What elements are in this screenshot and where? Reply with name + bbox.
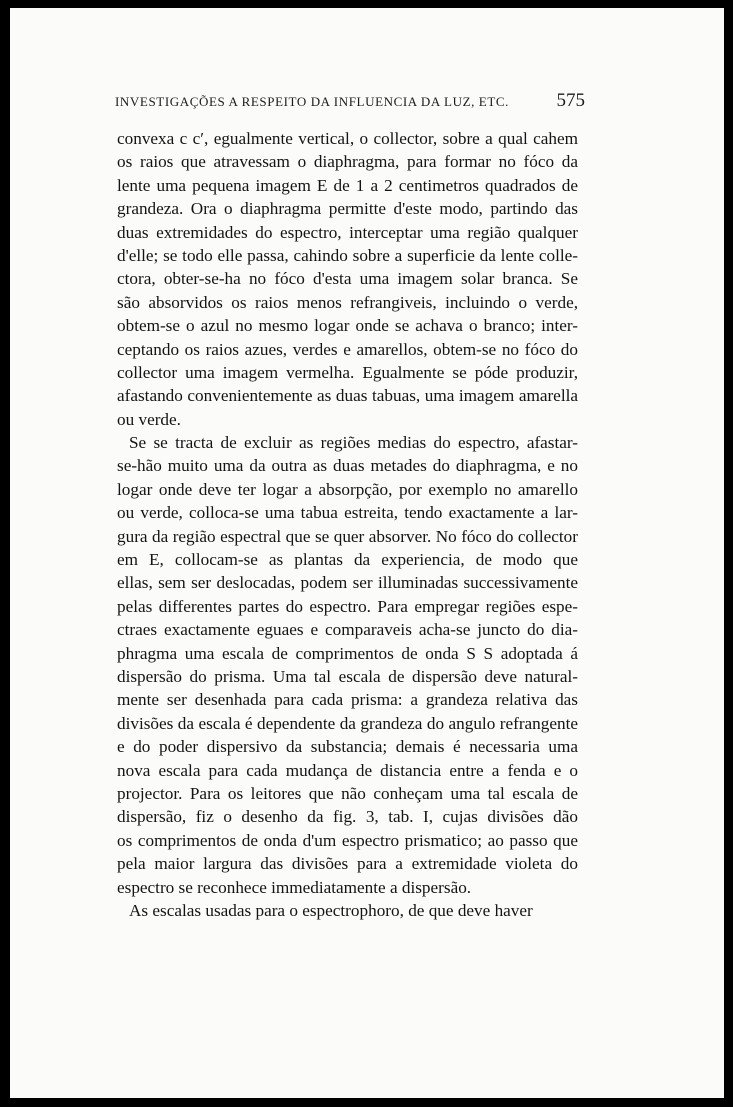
text-line: se-hão muito uma da outra as duas metades do diaphragma, e no xyxy=(117,456,578,476)
text-line: collector uma imagem vermelha. Egualmente se póde produzir, xyxy=(117,362,578,382)
text-line: dispersão, fiz o desenho da fig. 3, tab. I, cujas divisões dão xyxy=(117,807,578,827)
text-line: Se se tracta de excluir as regiões medias do espectro, afastar- xyxy=(129,433,578,453)
text-line: ou verde. xyxy=(117,409,181,429)
text-line: d'elle; se todo elle passa, cahindo sobre a superficie da lente colle- xyxy=(117,245,578,265)
text-line: logar onde deve ter logar a absorpção, por exemplo no amarello xyxy=(117,479,578,499)
text-line: espectro se reconhece immediatamente a dispersão. xyxy=(117,877,472,897)
text-line: pela maior largura das divisões para a extremidade violeta do xyxy=(117,854,578,874)
text-line: As escalas usadas para o espectrophoro, de que deve haver xyxy=(129,900,533,920)
page-number: 575 xyxy=(556,90,585,111)
text-line: obtem-se o azul no mesmo logar onde se achava o branco; inter- xyxy=(117,316,578,336)
text-line: pelas differentes partes do espectro. Para empregar regiões espe- xyxy=(117,596,578,616)
running-header xyxy=(115,90,585,112)
text-line: e do poder dispersivo da substancia; demais é necessaria uma xyxy=(117,737,578,757)
text-line: convexa c c′, egualmente vertical, o collector, sobre a qual cahem xyxy=(117,129,578,148)
text-line: são absorvidos os raios menos refrangiveis, incluindo o verde, xyxy=(117,292,578,312)
text-line: ellas, sem ser deslocadas, podem ser illuminadas successivamente xyxy=(117,573,578,593)
text-line: ctora, obter-se-ha no fóco d'esta uma imagem solar branca. Se xyxy=(117,269,578,289)
paragraph xyxy=(117,899,578,922)
text-line: em E, collocam-se as plantas da experiencia, de modo que xyxy=(117,550,578,570)
paragraph xyxy=(117,431,578,899)
text-line: projector. Para os leitores que não conheçam uma tal escala de xyxy=(117,783,578,803)
paragraph xyxy=(117,127,578,431)
text-line: grandeza. Ora o diaphragma permitte d'este modo, partindo das xyxy=(117,199,578,219)
book-page xyxy=(10,8,724,1098)
text-line: lente uma pequena imagem E de 1 a 2 centimetros quadrados de xyxy=(117,175,578,195)
header-title: INVESTIGAÇÕES A RESPEITO DA INFLUENCIA DA LUZ, ETC. xyxy=(115,94,510,109)
text-line: divisões da escala é dependente da grandeza do angulo refrangente xyxy=(117,713,578,733)
text-line: gura da região espectral que se quer absorver. No fóco do collector xyxy=(117,526,578,546)
text-line: ou verde, colloca-se uma tabua estreita, tendo exactamente a lar- xyxy=(117,503,578,523)
body-text xyxy=(117,127,578,922)
text-line: afastando convenientemente as duas tabuas, uma imagem amarella xyxy=(117,386,578,406)
text-line: ctraes exactamente eguaes e comparaveis acha-se juncto do dia- xyxy=(117,620,578,640)
text-line: os raios que atravessam o diaphragma, para formar no fóco da xyxy=(117,152,578,172)
text-line: nova escala para cada mudança de distancia entre a fenda e o xyxy=(117,760,578,780)
text-line: dispersão do prisma. Uma tal escala de dispersão deve natural- xyxy=(117,666,578,686)
text-line: mente ser desenhada para cada prisma: a grandeza relativa das xyxy=(117,690,578,710)
text-line: os comprimentos de onda d'um espectro prismatico; ao passo que xyxy=(117,830,578,850)
text-line: ceptando os raios azues, verdes e amarellos, obtem-se no fóco do xyxy=(117,339,578,359)
text-line: phragma uma escala de comprimentos de onda S S adoptada á xyxy=(117,643,578,663)
text-line: duas extremidades do espectro, interceptar uma região qualquer xyxy=(117,222,578,242)
